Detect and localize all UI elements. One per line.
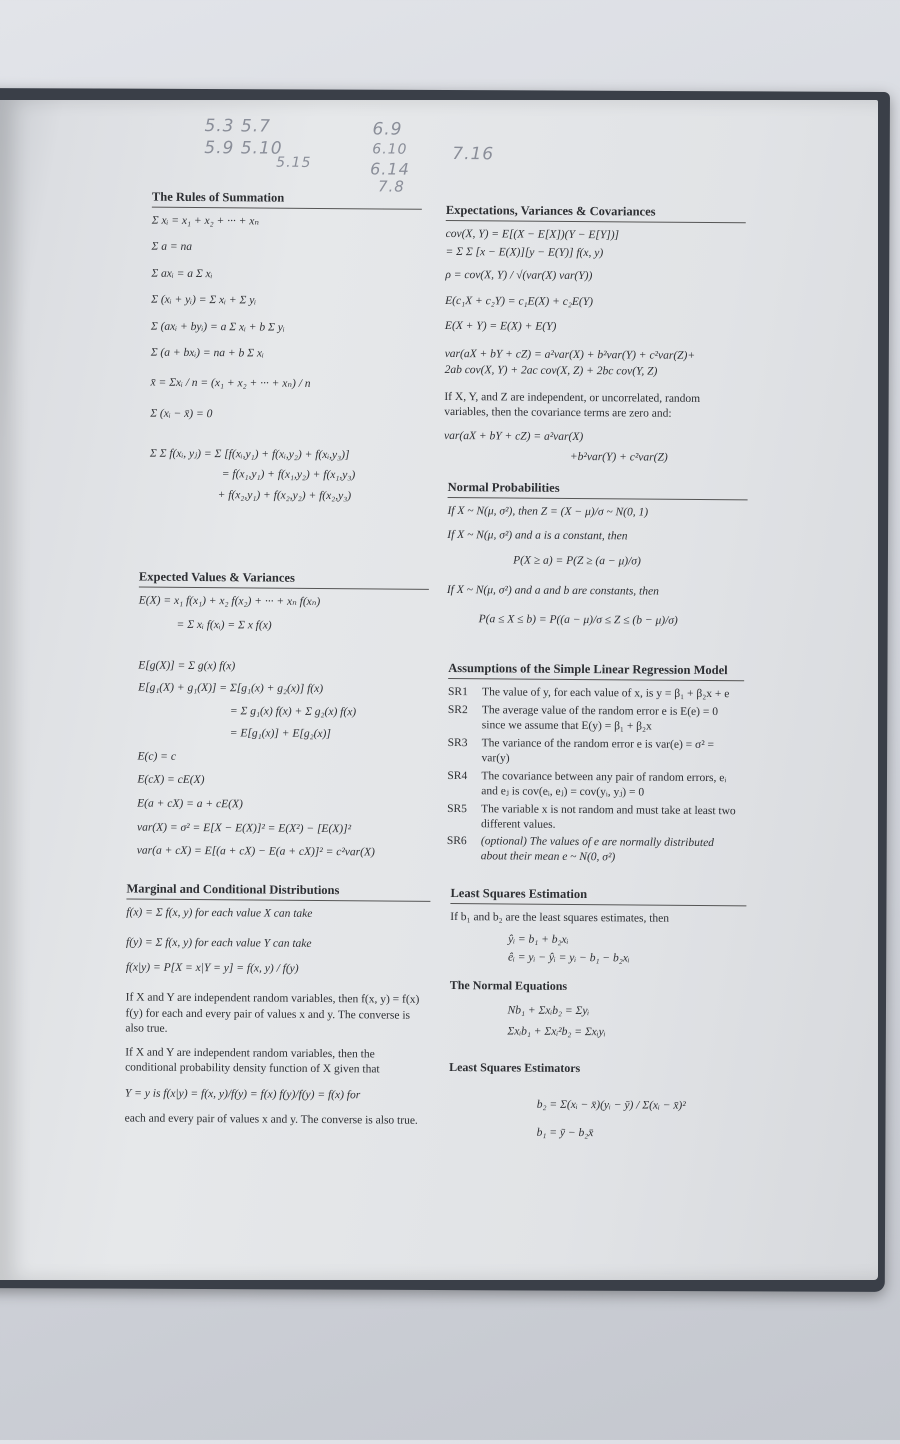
normal-line: If X ~ N(μ, σ²) and a and b are constants, then: [446, 584, 659, 598]
estimator-line: b₁ = ȳ − b₂x̄: [536, 1127, 594, 1140]
marginal-paragraph: Y = y is f(x|y) = f(x, y)/f(y) = f(x) f(y)/f(y) = f(x) for: [124, 1087, 361, 1102]
summation-line: Σ (a + bxᵢ) = na + b Σ xᵢ: [150, 346, 264, 360]
normal-line: If X ~ N(μ, σ²), then Z = (X − μ)/σ ~ N(0, 1): [447, 504, 649, 519]
assumption-label: SR4: [447, 769, 468, 782]
handwritten-note-4: 6.9: [372, 119, 403, 140]
estimators-title: Least Squares Estimators: [449, 1060, 581, 1076]
expected-line: E(a + cX) = a + cE(X): [137, 797, 243, 811]
expected-line: E[g(X)] = Σ g(x) f(x): [138, 659, 236, 673]
normal-line: P(a ≤ X ≤ b) = P((a − μ)/σ ≤ Z ≤ (b − μ)/σ): [478, 612, 678, 627]
summation-line: Σ a = na: [151, 241, 193, 254]
expectations-title: Expectations, Variances & Covariances: [446, 203, 746, 223]
assumption-label: SR1: [448, 685, 468, 699]
summation-line: Σ (xᵢ + yᵢ) = Σ xᵢ + Σ yᵢ: [151, 293, 257, 307]
assumption-text: The average value of the random error e is E(e) = 0 since we assume that E(y) = β₁ + β₂x: [481, 704, 719, 733]
summation-line: Σ Σ f(xᵢ, yⱼ) = Σ [f(xᵢ,y₁) + f(xᵢ,y₂) + f(xᵢ,y₃)]: [149, 447, 350, 462]
summation-title: The Rules of Summation: [152, 190, 422, 210]
least-squares-intro: If b₁ and b₂ are the least squares estimates, then: [450, 911, 670, 925]
estimator-line: b₂ = Σ(xᵢ − x̄)(yᵢ − ȳ) / Σ(xᵢ − x̄)²: [536, 1098, 686, 1112]
normal-section: [447, 480, 748, 628]
marginal-paragraph: If X and Y are independent random variables, then the conditional probability density function of X given that: [125, 1046, 380, 1076]
assumption-item: [448, 703, 744, 735]
normal-equation-line: Nb₁ + Σxᵢb₂ = Σyᵢ: [507, 1004, 590, 1018]
assumption-item: [447, 834, 743, 866]
assumption-label: SR5: [447, 802, 468, 815]
assumption-label: SR2: [447, 703, 468, 717]
marginal-section: [125, 881, 431, 1129]
expected-line: E(c) = c: [137, 750, 176, 764]
expected-line: = Σ g₁(x) f(x) + Σ g₂(x) f(x): [229, 704, 357, 718]
normal-equation-line: Σxᵢb₁ + Σxᵢ²b₂ = Σxᵢyᵢ: [507, 1025, 606, 1038]
least-squares-line: ŷᵢ = b₁ + b₂xᵢ: [508, 932, 569, 946]
assumptions-section: [447, 661, 745, 870]
assumption-label: SR3: [447, 736, 468, 749]
assumption-item: [447, 769, 743, 801]
expected-title: Expected Values & Variances: [139, 570, 429, 590]
assumption-label: SR6: [446, 835, 467, 848]
expected-line: E(cX) = cE(X): [137, 773, 205, 786]
expectations-line: var(aX + bY + cZ) = a²var(X) + b²var(Y) + c²var(Z)+: [444, 347, 696, 362]
assumption-text: The value of y, for each value of x, is y = β₁ + β₂x + e: [482, 686, 730, 701]
summation-line: x̄ = Σxᵢ / n = (x₁ + x₂ + ··· + xₙ) / n: [150, 376, 311, 391]
handwritten-note-5: 6.10: [372, 141, 408, 158]
summation-line: Σ (axᵢ + byᵢ) = a Σ xᵢ + b Σ yᵢ: [150, 320, 285, 334]
handwritten-note-8: 7.16: [452, 144, 495, 165]
marginal-paragraph: If X and Y are independent random variables, then f(x, y) = f(x) f(y) for each and every pair of values x and y. The converse is also true.: [125, 991, 420, 1035]
expected-line: E(X) = x₁ f(x₁) + x₂ f(x₂) + ··· + xₙ f(xₙ): [138, 594, 321, 608]
expectations-line: cov(X, Y) = E[(X − E[X])(Y − E[Y])]: [445, 227, 620, 242]
handwritten-note-6: 6.14: [370, 159, 410, 179]
expectations-line: E(c₁X + c₂Y) = c₁E(X) + c₂E(Y): [445, 295, 594, 309]
marginal-line: f(y) = Σ f(x, y) for each value Y can take: [126, 936, 312, 951]
assumption-text: The variable x is not random and must take at least two different values.: [480, 802, 736, 831]
handwritten-note-7: 7.8: [377, 177, 405, 196]
handwritten-note-3: 5.15: [276, 154, 312, 171]
assumptions-title: Assumptions of the Simple Linear Regression Model: [448, 661, 744, 681]
marginal-paragraph: each and every pair of values x and y. The converse is also true.: [124, 1112, 418, 1127]
least-squares-line: êᵢ = yᵢ − ŷᵢ = yᵢ − b₁ − b₂xᵢ: [507, 951, 630, 965]
summation-section: [150, 190, 422, 504]
marginal-line: f(x|y) = P[X = x|Y = y] = f(x, y) / f(y): [125, 961, 299, 975]
summation-line: = f(x₁,y₁) + f(x₁,y₂) + f(x₁,y₃): [221, 468, 356, 482]
expectations-paragraph: If X, Y, and Z are independent, or uncorrelated, random variables, then the covariance terms are zero and:: [444, 390, 701, 420]
expectations-line: ρ = cov(X, Y) / √(var(X) var(Y)): [445, 268, 593, 282]
normal-line: P(X ≥ a) = P(Z ≥ (a − μ)/σ): [513, 554, 641, 568]
expectations-line: +b²var(Y) + c²var(Z): [569, 450, 668, 464]
assumption-item: [447, 802, 743, 834]
assumption-text: The variance of the random error e is var(e) = σ² = var(y): [481, 737, 715, 765]
marginal-line: f(x) = Σ f(x, y) for each value X can take: [126, 906, 313, 920]
normal-title: Normal Probabilities: [448, 480, 748, 500]
least-squares-title: Least Squares Estimation: [450, 886, 746, 906]
handwritten-note-2: 5.9 5.10: [204, 138, 283, 159]
expectations-section: [444, 203, 746, 466]
summation-line: + f(x₂,y₁) + f(x₂,y₂) + f(x₂,y₃): [217, 488, 352, 502]
normal-line: If X ~ N(μ, σ²) and a is a constant, then: [447, 529, 628, 543]
assumption-text: The covariance between any pair of random errors, eᵢ and eⱼ is cov(eᵢ, eⱼ) = cov(yᵢ, yⱼ) = 0: [481, 769, 727, 799]
assumption-item: [448, 685, 744, 702]
summation-line: Σ xᵢ = x₁ + x₂ + ··· + xₙ: [151, 214, 260, 228]
marginal-title: Marginal and Conditional Distributions: [126, 881, 430, 901]
handwritten-note-1: 5.3 5.7: [204, 116, 272, 137]
expected-line: = E[g₁(x)] + E[g₂(x)]: [229, 727, 331, 740]
expectations-line: E(X + Y) = E(X) + E(Y): [444, 319, 557, 333]
normal-equations-title: The Normal Equations: [449, 978, 568, 994]
expected-line: var(a + cX) = E[(a + cX) − E(a + cX)]² = c²var(X): [136, 844, 375, 859]
expected-line: = Σ xᵢ f(xᵢ) = Σ x f(x): [176, 619, 272, 632]
summation-line: Σ (xᵢ − x̄) = 0: [150, 407, 213, 420]
assumption-text: (optional) The values of e are normally distributed about their mean e ~ N(0, σ²): [480, 835, 714, 864]
expected-line: var(X) = σ² = E[X − E(X)]² = E(X²) − [E(X)]²: [136, 821, 352, 836]
expectations-line: = Σ Σ [x − E(X)][y − E(Y)] f(x, y): [445, 246, 604, 260]
expectations-line: 2ab cov(X, Y) + 2ac cov(X, Z) + 2bc cov(Y, Z): [444, 364, 658, 378]
assumption-item: [447, 736, 743, 768]
summation-line: Σ axᵢ = a Σ xᵢ: [151, 267, 213, 280]
expected-line: E[g₁(X) + g₁(X)] = Σ[g₁(x) + g₂(x)] f(x): [138, 681, 324, 696]
least-squares-section: [449, 886, 747, 1142]
expected-section: [137, 570, 429, 860]
expectations-line: var(aX + bY + cZ) = a²var(X): [444, 429, 584, 443]
